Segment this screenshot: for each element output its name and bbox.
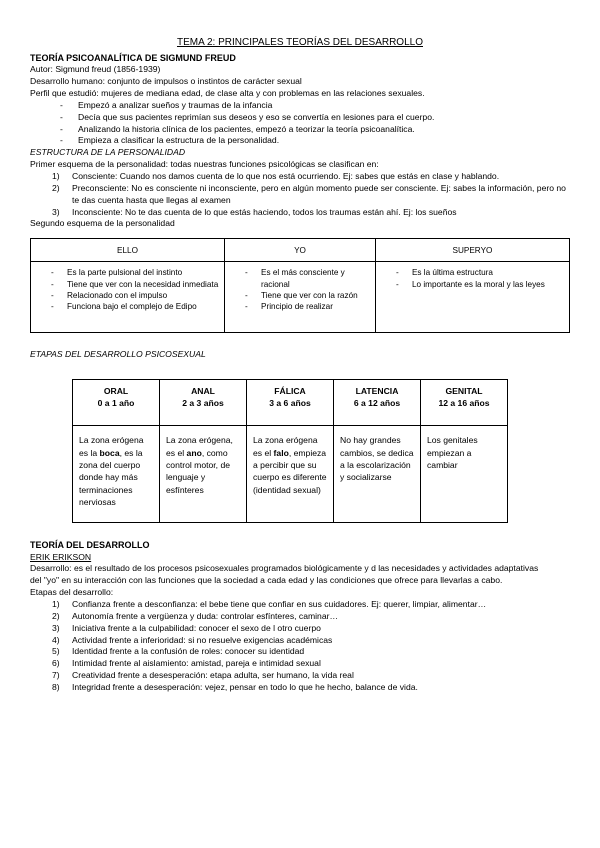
list-item: - Empezó a analizar sueños y traumas de la infancia — [60, 100, 570, 112]
document-page — [30, 36, 570, 694]
list-item: 6) Intimidad frente al aislamiento: amistad, pareja e intimidad sexual — [52, 658, 321, 669]
list-item: - Decía que sus pacientes reprimían sus deseos y eso se convertía en lesiones para el cuerpo. — [60, 112, 570, 124]
list-item: - Es el más consciente y racional — [245, 267, 371, 290]
item-text: Inconsciente: No te das cuenta de lo que estás haciendo, todos los traumas están ahí. Ej: los sueños — [72, 206, 457, 217]
column-header-superyo: SUPERYO — [375, 239, 569, 262]
psychosexual-stages-table — [72, 379, 508, 523]
document-title: TEMA 2: PRINCIPALES TEORÍAS DEL DESARROLLO — [176, 37, 423, 48]
list-item: - Analizando la historia clínica de los pacientes, empezó a teorizar la teoría psicoanalítica. — [60, 124, 570, 136]
stage-header: ORAL 0 a 1 año — [73, 380, 160, 426]
list-item: 7) Creatividad frente a desesperación: etapa adulta, ser humano, la vida real — [52, 670, 354, 681]
first-scheme-line: Primer esquema de la personalidad: todas nuestras funciones psicológicas se clasifican en: — [30, 159, 379, 170]
human-development-line: Desarrollo humano: conjunto de impulsos o instintos de carácter sexual — [30, 76, 302, 87]
development-definition-line-1: Desarrollo: es el resultado de los procesos psicosexuales programados biológicamente y d las necesidades y actividades adaptativas — [30, 563, 539, 574]
section-heading-erikson: TEORÍA DEL DESARROLLO — [30, 540, 150, 551]
stages-heading: ETAPAS DEL DESARROLLO PSICOSEXUAL — [30, 349, 206, 360]
item-text: Consciente: Cuando nos damos cuenta de lo que nos está ocurriendo. Ej: sabes que estás en clase y hablando. — [72, 170, 500, 181]
author-line: Autor: Sigmund freud (1856-1939) — [30, 64, 161, 75]
list-item — [52, 183, 570, 207]
stage-description: La zona erógena es el falo, empieza a percibir que su cuerpo es diferente (identidad sexual) — [247, 426, 334, 523]
list-item: 5) Identidad frente a la confusión de roles: conocer su identidad — [52, 646, 305, 657]
list-item: 1) Confianza frente a desconfianza: el bebe tiene que confiar en sus cuidadores. Ej: querer, limpiar, alimentar… — [52, 598, 487, 609]
development-definition-line-2: del "yo" en su interacción con las funciones que la sociedad a cada edad y las condiciones que ofrece para llevarlas a cabo. — [30, 575, 503, 586]
stages-label: Etapas del desarrollo: — [30, 587, 114, 598]
column-header-ello: ELLO — [31, 239, 225, 262]
freud-bullet-list — [30, 100, 570, 147]
stage-description: La zona erógena, es el ano, como control motor, de lenguaje y esfínteres — [160, 426, 247, 523]
column-header-yo: YO — [225, 239, 376, 262]
list-item: - Es la parte pulsional del instinto — [51, 267, 220, 278]
stage-header: LATENCIA 6 a 12 años — [334, 380, 421, 426]
item-number: 1) — [52, 170, 60, 181]
list-item: - Tiene que ver con la necesidad inmediata — [51, 279, 220, 290]
list-item: - Relacionado con el impulso — [51, 290, 220, 301]
consciousness-levels-list — [30, 171, 570, 218]
list-item: - Funciona bajo el complejo de Edipo — [51, 301, 220, 312]
stage-header: ANAL 2 a 3 años — [160, 380, 247, 426]
personality-structure-table — [30, 238, 570, 333]
list-item — [52, 207, 570, 219]
list-item: - Tiene que ver con la razón — [245, 290, 371, 301]
item-text: Preconsciente: No es consciente ni inconsciente, pero en algún momento puede ser consciente. Ej: sabes la información, pero no te das cuenta hasta que llegas al examen — [72, 182, 566, 205]
list-item: 8) Integridad frente a desesperación: vejez, pensar en todo lo que he hecho, balance de vida. — [52, 681, 418, 692]
list-item: - Empieza a clasificar la estructura de la personalidad. — [60, 135, 570, 147]
erikson-author: ERIK ERIKSON — [30, 551, 92, 562]
profile-line: Perfil que estudió: mujeres de mediana edad, de clase alta y con problemas en las relaciones sexuales. — [30, 87, 425, 98]
item-number: 2) — [52, 182, 60, 193]
second-scheme-line: Segundo esquema de la personalidad — [30, 218, 175, 229]
stage-header: FÁLICA 3 a 6 años — [247, 380, 334, 426]
list-item: - Es la última estructura — [396, 267, 565, 278]
item-number: 3) — [52, 206, 60, 217]
stage-description: No hay grandes cambios, se dedica a la escolarización y socializarse — [334, 426, 421, 523]
list-item: 2) Autonomía frente a vergüenza y duda: controlar esfínteres, caminar… — [52, 610, 339, 621]
list-item — [52, 171, 570, 183]
list-item: - Principio de realizar — [245, 301, 371, 312]
yo-cell — [225, 262, 376, 333]
stage-header: GENITAL 12 a 16 años — [421, 380, 508, 426]
superyo-cell — [375, 262, 569, 333]
stage-description: La zona erógena es la boca, es la zona del cuerpo donde hay más terminaciones nerviosas — [73, 426, 160, 523]
stage-description: Los genitales empiezan a cambiar — [421, 426, 508, 523]
list-item: 4) Actividad frente a inferioridad: si no resuelve exigencias académicas — [52, 634, 333, 645]
list-item: - Lo importante es la moral y las leyes — [396, 279, 565, 290]
erikson-stages-list — [30, 599, 570, 694]
ello-cell — [31, 262, 225, 333]
list-item: 3) Iniciativa frente a la culpabilidad: conocer el sexo de l otro cuerpo — [52, 622, 321, 633]
section-heading-freud: TEORÍA PSICOANALÍTICA DE SIGMUND FREUD — [30, 52, 236, 63]
structure-heading: ESTRUCTURA DE LA PERSONALIDAD — [30, 147, 186, 158]
